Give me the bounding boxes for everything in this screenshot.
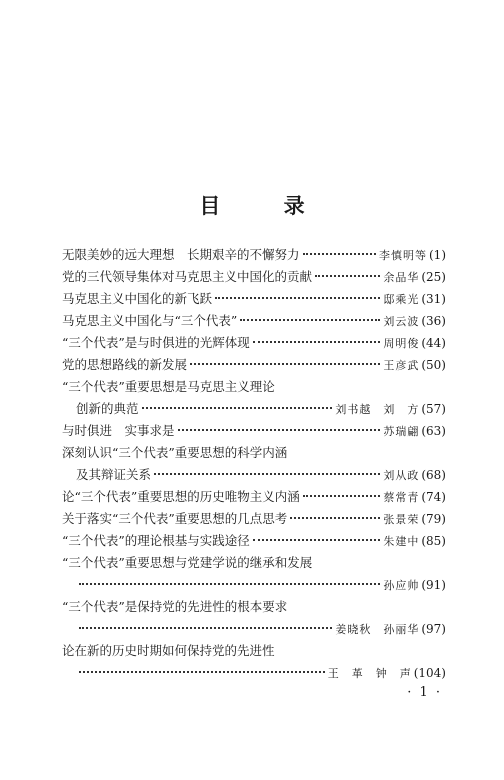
toc-entry-page: (36) xyxy=(421,314,446,328)
toc-entry-page: (57) xyxy=(421,402,446,416)
leader-dots xyxy=(303,495,381,497)
toc-entry-title-cont: 创新的典范 xyxy=(76,401,139,416)
toc-entry xyxy=(62,332,446,354)
leader-dots xyxy=(315,275,380,277)
toc-entry-page: (68) xyxy=(421,468,446,482)
toc-entry-page: (104) xyxy=(413,666,446,680)
toc-entry-page: (91) xyxy=(421,578,446,592)
toc-entry-author: 苏瑞翩 xyxy=(383,425,420,438)
toc-entry-title: 无限美妙的远大理想 长期艰辛的不懈努力 xyxy=(62,247,300,262)
toc-entry-author: 周明俊 xyxy=(383,337,420,350)
toc-entry xyxy=(62,486,446,508)
toc-entry-title: 论“三个代表”重要思想的历史唯物主义内涵 xyxy=(62,489,300,504)
toc-entry xyxy=(62,288,446,310)
toc-entry xyxy=(62,618,446,640)
toc-entry xyxy=(62,464,446,486)
toc-entry-title: 关于落实“三个代表”重要思想的几点思考 xyxy=(62,511,288,526)
toc-entry-page: (44) xyxy=(421,336,446,350)
toc-entry-author: 邸乘光 xyxy=(383,293,420,306)
toc-entry-author: 余品华 xyxy=(383,271,420,284)
toc-entry-title-line: “三个代表”重要思想与党建学说的继承和发展 xyxy=(62,555,313,570)
toc-entry-page: (31) xyxy=(421,292,446,306)
leader-dots xyxy=(79,671,325,673)
leader-dots xyxy=(290,517,380,519)
toc-entry xyxy=(62,662,446,684)
leader-dots xyxy=(178,429,381,431)
toc-entry xyxy=(62,244,446,266)
toc-entry-page: (63) xyxy=(421,424,446,438)
toc-entry-page: (25) xyxy=(421,270,446,284)
toc-entry-page: (1) xyxy=(429,248,446,262)
toc-entry-page: (85) xyxy=(421,534,446,548)
leader-dots xyxy=(215,297,380,299)
toc-entry xyxy=(62,398,446,420)
toc-entry-author: 姜晓秋 孙丽华 xyxy=(335,623,420,636)
toc-entry-author: 孙应帅 xyxy=(383,579,420,592)
page-number: · 1 · xyxy=(407,685,442,700)
leader-dots xyxy=(79,583,380,585)
toc-entry-author: 蔡常青 xyxy=(383,491,420,504)
toc-entry-author: 朱建中 xyxy=(383,535,420,548)
toc-entry-title: “三个代表”是与时俱进的光辉体现 xyxy=(62,335,250,350)
toc-entry-title-line: “三个代表”是保持党的先进性的根本要求 xyxy=(62,599,288,614)
toc-entry-author: 李慎明等 xyxy=(379,249,427,262)
leader-dots xyxy=(240,319,380,321)
toc-entry-author: 刘云波 xyxy=(383,315,420,328)
page-title: 目 录 xyxy=(199,193,333,218)
toc-entry xyxy=(62,574,446,596)
leader-dots xyxy=(79,627,332,629)
toc-entry-title-line: 深刻认识“三个代表”重要思想的科学内涵 xyxy=(62,445,288,460)
leader-dots xyxy=(142,407,333,409)
toc-entry-page: (74) xyxy=(421,490,446,504)
toc-entry-author: 王 革 钟 声 xyxy=(327,667,412,680)
leader-dots xyxy=(253,341,381,343)
toc-entry-title-line: “三个代表”重要思想是马克思主义理论 xyxy=(62,379,275,394)
toc-entry-author: 王彦武 xyxy=(383,359,420,372)
toc-entry-author: 刘从政 xyxy=(383,469,420,482)
leader-dots xyxy=(190,363,380,365)
toc-entry xyxy=(62,508,446,530)
toc-entry-title: 与时俱进 实事求是 xyxy=(62,423,175,438)
toc-entry-page: (50) xyxy=(421,358,446,372)
toc-entry-author: 刘书越 刘 方 xyxy=(335,403,420,416)
toc-entry xyxy=(62,354,446,376)
toc-entry-title: 马克思主义中国化的新飞跃 xyxy=(62,291,213,306)
leader-dots xyxy=(253,539,381,541)
toc-entry-title-line: 论在新的历史时期如何保持党的先进性 xyxy=(62,643,275,658)
leader-dots xyxy=(154,473,380,475)
table-of-contents xyxy=(62,244,446,684)
toc-entry-title: 党的三代领导集体对马克思主义中国化的贡献 xyxy=(62,269,313,284)
toc-entry-title: “三个代表”的理论根基与实践途径 xyxy=(62,533,250,548)
toc-entry-page: (79) xyxy=(421,512,446,526)
toc-entry-title-cont: 及其辩证关系 xyxy=(76,467,152,482)
toc-entry-page: (97) xyxy=(421,622,446,636)
toc-entry xyxy=(62,530,446,552)
toc-entry xyxy=(62,310,446,332)
leader-dots xyxy=(303,253,376,255)
toc-entry-title: 马克思主义中国化与“三个代表” xyxy=(62,313,238,328)
toc-entry xyxy=(62,420,446,442)
toc-entry xyxy=(62,266,446,288)
toc-entry-author: 张景荣 xyxy=(383,513,420,526)
toc-entry-title: 党的思想路线的新发展 xyxy=(62,357,188,372)
